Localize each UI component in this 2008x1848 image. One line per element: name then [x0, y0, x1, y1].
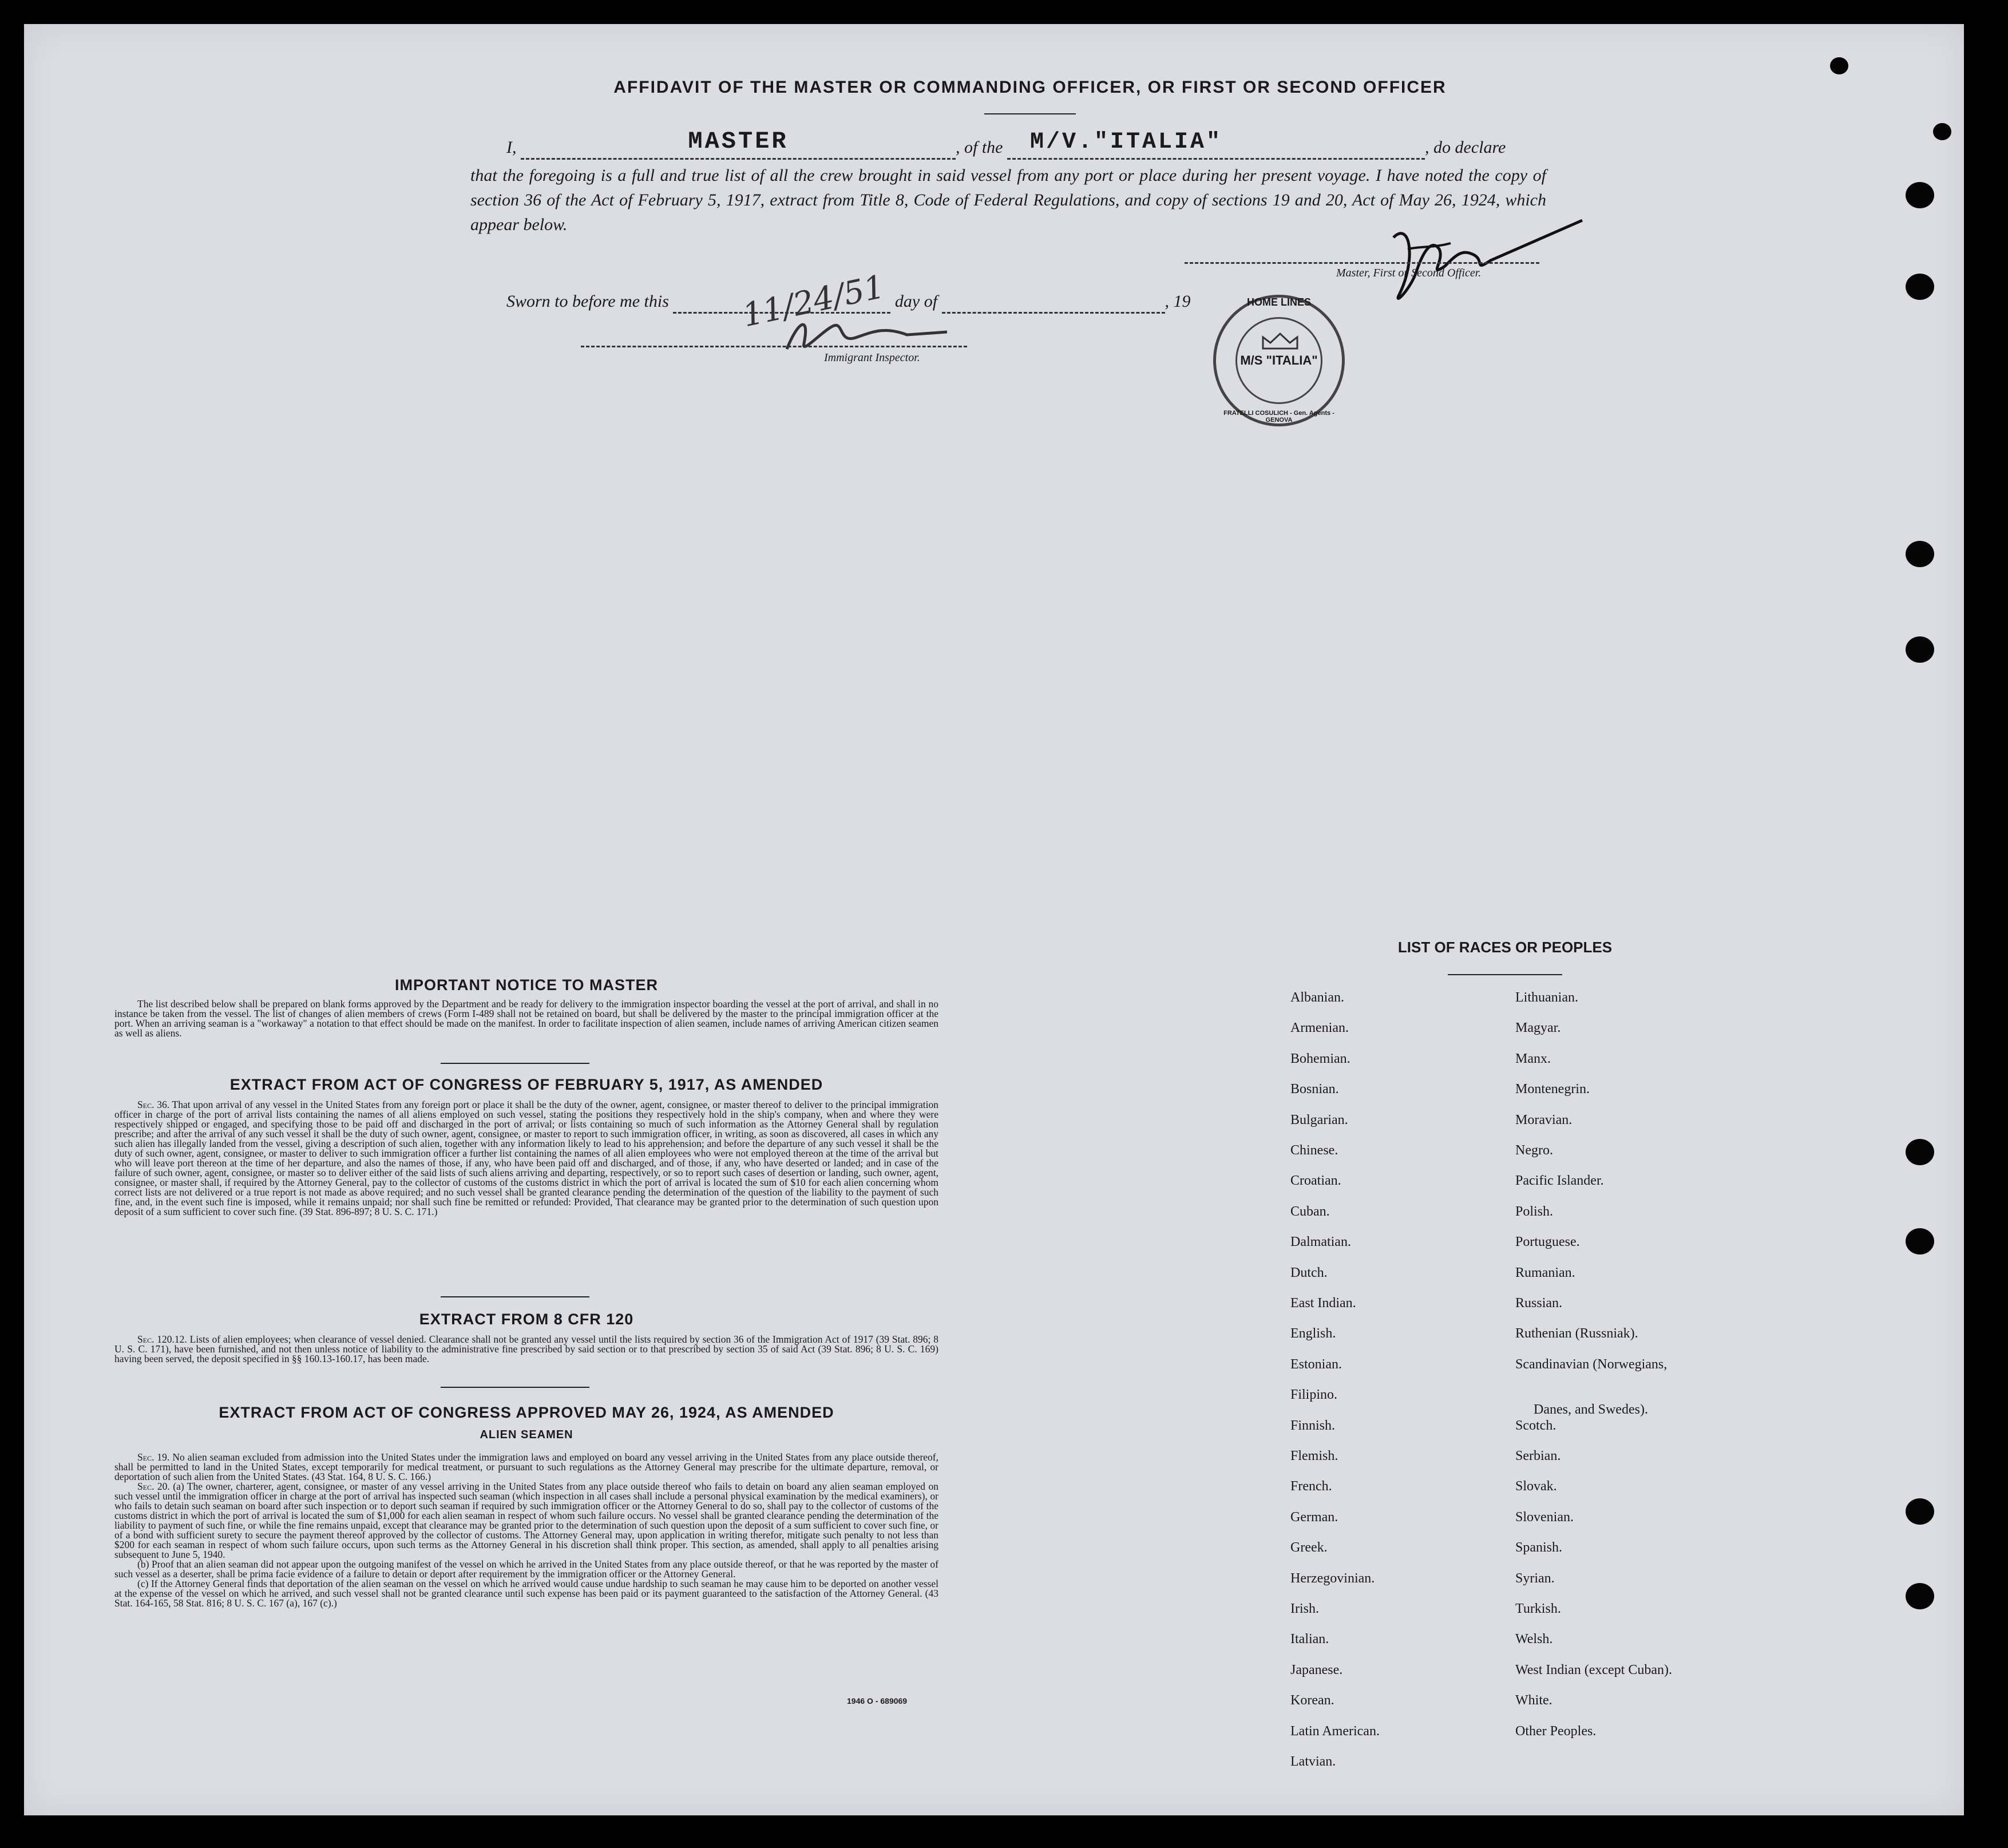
race-item: English. [1290, 1326, 1336, 1342]
race-item: Magyar. [1515, 1020, 1561, 1036]
sec36-label: Sec. 36. [137, 1099, 170, 1110]
race-item: French. [1290, 1479, 1332, 1494]
race-item: Slovak. [1515, 1479, 1557, 1494]
company-stamp [1213, 295, 1345, 426]
race-item: Bosnian. [1290, 1082, 1339, 1097]
race-item: Slovenian. [1515, 1509, 1574, 1525]
race-item: Welsh. [1515, 1632, 1553, 1647]
race-item: Albanian. [1290, 990, 1344, 1005]
race-item: East Indian. [1290, 1296, 1356, 1311]
race-item: Polish. [1515, 1204, 1554, 1219]
affidavit-title: AFFIDAVIT OF THE MASTER OR COMMANDING OFFICER, OR FIRST OR SECOND OFFICER [613, 78, 1447, 97]
sworn-label: Sworn to before me this [506, 292, 669, 311]
races-divider [1448, 974, 1562, 975]
stamp-top-text: HOME LINES [1246, 296, 1311, 308]
race-item: Dutch. [1290, 1265, 1328, 1280]
race-item: Korean. [1290, 1693, 1334, 1708]
race-item: Danes, and Swedes). [1534, 1402, 1648, 1418]
race-item: Flemish. [1290, 1449, 1338, 1463]
punch-hole [1906, 1139, 1934, 1165]
punch-hole [1906, 1498, 1934, 1525]
race-item: Other Peoples. [1515, 1723, 1597, 1739]
divider [441, 1296, 589, 1297]
race-item: Herzegovinian. [1290, 1570, 1375, 1586]
race-item: Filipino. [1290, 1387, 1338, 1403]
punch-hole [1906, 1228, 1934, 1255]
race-item: Cuban. [1290, 1204, 1330, 1219]
punch-hole [1933, 123, 1951, 140]
race-item: German. [1290, 1509, 1338, 1525]
race-item: Armenian. [1290, 1020, 1349, 1036]
race-item: Moravian. [1515, 1112, 1573, 1127]
declaration-body: that the foregoing is a full and true list of all the crew brought in said vessel from any port or place during her present voyage. I have noted the copy of section 36 of the Act of February 5, 1917, extract from Title 8, Code of Federal Regulations, and copy of sections 19 and 20, Act of May 26, 1924, which appear below. [470, 166, 1546, 234]
race-item: Turkish. [1515, 1601, 1561, 1616]
punch-hole [1906, 636, 1934, 663]
race-item: Rumanian. [1515, 1265, 1575, 1280]
declare-label: , do declare [1425, 138, 1506, 157]
race-item: Chinese. [1290, 1143, 1338, 1158]
extract-1924-text: Sec. 19. No alien seaman excluded from admission into the United States under the immigration laws and employed on board any vessel arriving in the United States from any place outside thereof, shall be permitted to land in the United States, except temporarily for medical treatment, or pursuant to such regulations as the Attorney General may prescribe for the ultimate departure, removal, or deportation of such alien from the United States. (43 Stat. 164, 8 U. S. C. 166.) Sec. 20. (a) The owner, charterer, agent, consignee, or master of any vessel arriving in the United States from any place outside thereof who fails to detain on board any alien seaman employed on such vessel until the immigration officer in charge at the port of arrival has inspected such seaman (which inspection in all cases shall include a personal physical examination by the medical examiners), or who fails to detain such seaman on board after such inspection or to deport such seaman if required by such immigration officer or the Attorney General to do so, shall pay to the collector of customs of the customs district in which the port of arrival is located the sum of $1,000 for each alien seaman in respect of whom such failure occurs. No vessel shall be granted clearance pending the determination of the liability to payment of such fine, or while the fine remains unpaid, except that clearance may be granted prior to the determination of such question upon the deposit of a sum sufficient to cover such fine, or of a bond with sufficient surety to secure the payment thereof approved by the collector of customs. The Attorney General may, upon application in writing therefor, mitigate such penalty to not less than $200 for each seaman in respect of whom such failure occurs, upon such terms as the Attorney General in his discretion shall think proper. This section, as amended, shall apply to all penalties arising subsequent to June 5, 1940. (b) Proof that an alien seaman did not appear upon the outgoing manifest of the vessel on which he arrived in the United States from any place outside thereof, or that he was reported by the master of such vessel as a deserter, shall be prima facie evidence of a failure to detain or deport after requirement by the immigration officer or the Attorney General. (c) If the Attorney General finds that deportation of the alien seaman on the vessel on which he arrived would cause undue hardship to such seaman he may cause him to be deported on another vessel at the expense of the vessel on which he arrived, and such vessel shall not be granted clearance until such expense has been paid or its payment guaranteed to the satisfaction of the Attorney General. (43 Stat. 164-165, 58 Stat. 816; 8 U. S. C. 167 (a), 167 (c).) [114, 1451, 938, 1609]
extract-1924-title: EXTRACT FROM ACT OF CONGRESS APPROVED MAY 26, 1924, AS AMENDED [219, 1404, 834, 1421]
punch-hole [1906, 1583, 1934, 1609]
race-item: Japanese. [1290, 1662, 1343, 1677]
declaration-line [506, 128, 1571, 160]
race-item: Irish. [1290, 1601, 1319, 1616]
race-item: Manx. [1515, 1051, 1551, 1066]
vessel-value: M/V."ITALIA" [1030, 129, 1223, 155]
extract-cfr-text: Sec. 120.12. Lists of alien employees; when clearance of vessel denied. Clearance shall not be granted any vessel until the lists required by section 36 of the Immigration Act of 1917 (39 Stat. 896; 8 U. S. C. 171), have been furnished, and not then unless notice of liability to the administrative fine prescribed by said section or to that prescribed by section 35 of said Act (39 Stat. 896; 8 U. S. C. 169) having been served, the deposit specified in §§ 160.13-160.17, has been made. [114, 1333, 938, 1364]
extract-cfr-title: EXTRACT FROM 8 CFR 120 [419, 1311, 634, 1328]
race-item: Greek. [1290, 1540, 1328, 1556]
race-item: Pacific Islander. [1515, 1173, 1604, 1189]
punch-hole [1906, 182, 1934, 208]
of-the-label: , of the [956, 138, 1003, 157]
extract-1924-subtitle: ALIEN SEAMEN [480, 1428, 573, 1441]
race-item: Scotch. [1515, 1418, 1557, 1433]
race-item: Latvian. [1290, 1754, 1336, 1769]
day-of-label: day of [894, 292, 938, 311]
sworn-date-value: 11/24/51 [739, 268, 888, 335]
officer-value: MASTER [688, 128, 789, 155]
punch-hole [1906, 541, 1934, 567]
race-item: Italian. [1290, 1632, 1329, 1647]
i-label: I, [506, 138, 517, 157]
notice-title: IMPORTANT NOTICE TO MASTER [395, 976, 658, 994]
race-item: Estonian. [1290, 1356, 1342, 1372]
inspector-signature-line [581, 346, 967, 347]
title-divider [984, 113, 1076, 114]
master-caption: Master, First or Second Officer. [1336, 267, 1482, 279]
punch-hole [1830, 57, 1848, 74]
race-item: Russian. [1515, 1296, 1563, 1311]
race-item: Latin American. [1290, 1723, 1380, 1739]
divider [441, 1387, 589, 1388]
race-item: Ruthenian (Russniak). [1515, 1326, 1638, 1342]
page-edge [1969, 0, 1986, 1848]
master-signature-line [1185, 262, 1539, 264]
race-item: Dalmatian. [1290, 1234, 1351, 1250]
race-item: Lithuanian. [1515, 990, 1578, 1005]
race-item: Croatian. [1290, 1173, 1341, 1189]
race-item: Portuguese. [1515, 1234, 1580, 1250]
year-label: , 19 [1165, 292, 1191, 311]
race-item: West Indian (except Cuban). [1515, 1662, 1672, 1677]
race-item: Syrian. [1515, 1570, 1555, 1586]
inspector-caption: Immigrant Inspector. [824, 351, 920, 364]
divider [441, 1063, 589, 1064]
extract-1917-title: EXTRACT FROM ACT OF CONGRESS OF FEBRUARY 5, 1917, AS AMENDED [229, 1076, 823, 1093]
notice-text: The list described below shall be prepared on blank forms approved by the Department and be ready for delivery to the immigration inspector boarding the vessel at the port of arrival, and shall in no instance be taken from the vessel. The list of changes of alien members of crews (Form I-489 shall not be retained on board, but shall be delivered by the master to the principal immigration officer at the port. When an arriving seaman is a "workaway" a notation to that effect should be made on the manifest. In order to facilitate inspection of alien seamen, include names of arriving American citizen seamen as well as aliens. [114, 998, 938, 1039]
race-item: Bohemian. [1290, 1051, 1350, 1066]
race-item: Montenegrin. [1515, 1082, 1590, 1097]
stamp-bottom-text: FRATELLI COSULICH - Gen. Agents - GENOVA [1223, 410, 1334, 424]
sec120-label: Sec. 120.12. [137, 1333, 187, 1345]
race-item: Finnish. [1290, 1418, 1336, 1433]
print-code: 1946 O - 689069 [847, 1696, 908, 1705]
race-item: Serbian. [1515, 1449, 1561, 1463]
race-item: White. [1515, 1693, 1552, 1708]
punch-hole [1906, 274, 1934, 300]
races-title: LIST OF RACES OR PEOPLES [1397, 939, 1613, 956]
stamp-vessel: M/S "ITALIA" [1240, 353, 1318, 367]
race-item: Scandinavian (Norwegians, [1515, 1356, 1668, 1372]
race-item: Negro. [1515, 1143, 1553, 1158]
race-item: Bulgarian. [1290, 1112, 1348, 1127]
race-item: Spanish. [1515, 1540, 1563, 1556]
extract-1917-text: Sec. 36. That upon arrival of any vessel in the United States from any foreign port or place it shall be the duty of the owner, agent, consignee, or master thereof to deliver to the principal immigration officer in charge of the port of arrival lists containing the names of all aliens employed on such vessel, stating the positions they respectively hold in the ship's company, when and where they were respectively shipped or engaged, and specifying those to be paid off and discharged in the port of arrival; or lists containing so much of such information as the Attorney General shall by regulation prescribe; and after the arrival of any such vessel it shall be the duty of such owner, agent, consignee, or master to report to such immigration officer, in writing, as soon as discovered, all cases in which any such alien has illegally landed from the vessel, giving a description of such alien, together with any information likely to lead to his apprehension; and before the departure of any such vessel it shall be the duty of such owner, agent, consignee, or master to deliver to such immigration officer a further list containing the names of all alien employees who were not employed thereon at the time of the arrival but who will leave port thereon at the time of her departure, and also the names of those, if any, who have been paid off and discharged, and of those, if any, who have deserted or landed; and in case of the failure of such owner, agent, consignee, or master so to deliver either of the said lists of such aliens arriving and departing, respectively, or so to report such cases of desertion or landing, such owner, agent, consignee, or master shall, if required by the Attorney General, pay to the collector of customs of the customs district in which the port of arrival is located the sum of $10 for each alien concerning whom correct lists are not delivered or a true report is not made as above required; and no such vessel shall be granted clearance pending the determination of the question of the liability to the payment of such fine, and, in the event such fine is imposed, while it remains unpaid; nor shall such fine be remitted or refunded: Provided, That clearance may be granted prior to the determination of such question upon deposit of a sum sufficient to cover such fine. (39 Stat. 896-897; 8 U. S. C. 171.) [114, 1099, 938, 1217]
crown-icon [1260, 331, 1300, 351]
